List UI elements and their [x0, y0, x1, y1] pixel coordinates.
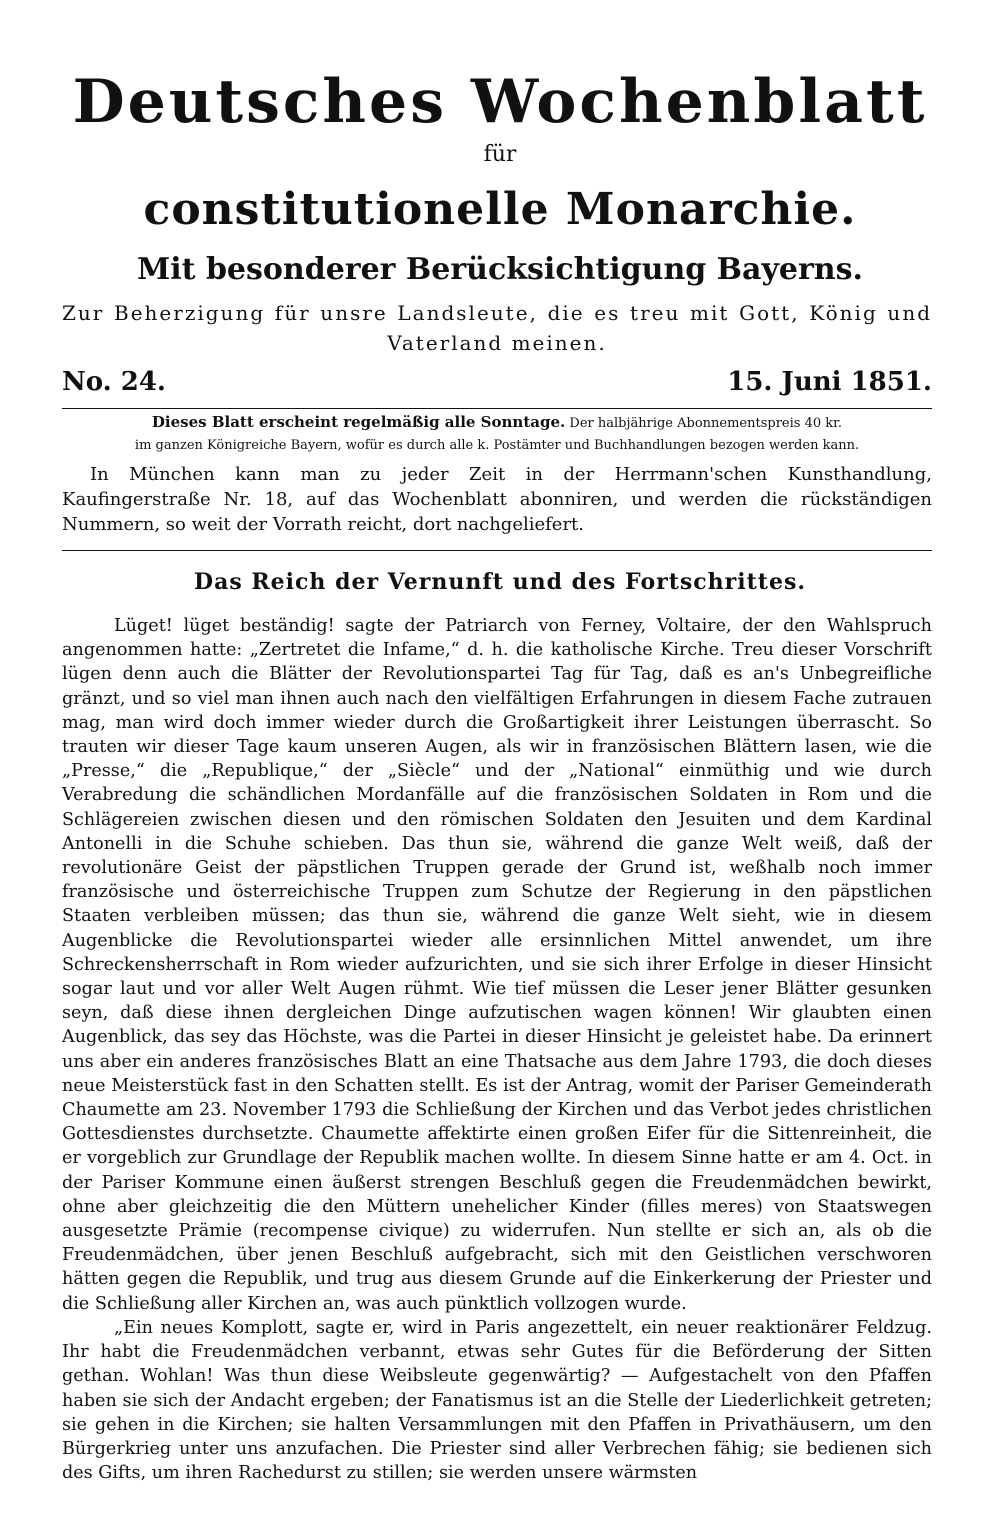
- notice-line-2: im ganzen Königreiche Bayern, wofür es durch alle k. Postämter und Buchhandlungen bezogen werden kann.: [134, 438, 860, 453]
- masthead-tagline: Mit besonderer Berücksichtigung Bayerns.: [137, 252, 863, 287]
- masthead-connector: für: [483, 142, 517, 167]
- article-body: [62, 614, 932, 1485]
- issue-info-row: [62, 362, 932, 402]
- top-divider: [62, 408, 932, 409]
- article-paragraph: „Ein neues Komplott, sagte er, wird in Paris angezettelt, ein neuer reaktionärer Feldzug. Ihr habt die Freudenmädchen verbannt, etwas sehr Gutes für die Beförderung der Sitten gethan. Wohlan! Was thun diese Weibsleute gegenwärtig? — Aufgestachelt von den Pfaffen haben sie sich der Andacht ergeben; der Fanatismus ist an die Stelle der Liederlichkeit getreten; sie gehen in die Kirchen; sie halten Versammlungen mit den Pfaffen in Privathäusern, um den Bürgerkrieg unter uns anzufachen. Die Priester sind aller Verbrechen fähig; sie bedienen sich des Gifts, um ihren Rachedurst zu stillen; sie werden unsere wärmsten: [62, 1317, 932, 1484]
- masthead-title: Deutsches Wochenblatt: [72, 67, 928, 137]
- notice-price: Der halbjährige Abonnementspreis 40 kr.: [569, 416, 843, 431]
- issue-number: No. 24.: [62, 367, 166, 397]
- masthead-subtitle: constitutionelle Monarchie.: [143, 184, 857, 235]
- notice-subscription-text: In München kann man zu jeder Zeit in der Herrmann'schen Kunsthandlung, Kaufingerstraße Nr. 18, auf das Wochenblatt abonniren, und werden die rückständigen Nummern, so weit der Vorrath reicht, dort nachgeliefert.: [62, 464, 932, 535]
- notice-schedule: Dieses Blatt erscheint regelmäßig alle Sonntage.: [151, 413, 566, 431]
- article-paragraph: Lüget! lüget beständig! sagte der Patriarch von Ferney, Voltaire, der den Wahlspruch angenommen hatte: „Zertretet die Infame,“ d. h. die katholische Kirche. Treu dieser Vorschrift lügen denn auch die Blätter der Revolutionspartei Tag für Tag, daß es an's Unbegreifliche gränzt, und so viel man ihnen auch nach den vielfältigen Erfahrungen in diesem Fache zutrauen mag, man wird doch immer wieder durch die Großartigkeit ihrer Leistungen überrascht. So trauten wir dieser Tage kaum unseren Augen, als wir in französischen Blättern lasen, wie die „Presse,“ die „Republique,“ der „Siècle“ und der „National“ einmüthig und wie durch Verabredung die schändlichen Mordanfälle auf die französischen Soldaten in Rom und die Schlägereien zwischen diesen und den römischen Soldaten den Jesuiten und dem Kardinal Antonelli in die Schuhe schieben. Das thun sie, während die ganze Welt weiß, daß der revolutionäre Geist der päpstlichen Truppen gerade der Grund ist, weßhalb noch immer französische und österreichische Truppen zum Schutze der Regierung in den päpstlichen Staaten verbleiben müssen; das thun sie, während die ganze Welt sieht, wie in diesem Augenblicke die Revolutionspartei wieder alle ersinnlichen Mittel anwendet, um ihre Schreckensherrschaft in Rom wieder aufzurichten, und sie sich ihrer Erfolge in dieser Hinsicht sogar laut und vor aller Welt Augen rühmt. Wie tief müssen die Leser jener Blätter gesunken seyn, daß diese ihnen dergleichen Dinge aufzutischen wagen können! Wir glaubten einen Augenblick, das sey das Höchste, was die Partei in dieser Hinsicht je geleistet habe. Da erinnert uns aber ein anderes französisches Blatt an eine Thatsache aus dem Jahre 1793, die doch dieses neue Meisterstück fast in den Schatten stellt. Es ist der Antrag, womit der Pariser Gemeinderath Chaumette am 23. November 1793 die Schließung der Kirchen und das Verbot jedes christlichen Gottesdienstes durchsetzte. Chaumette affektirte einen großen Eifer für die Sittenreinheit, die er vorgeblich zur Grundlage der Republik machen wollte. In diesem Sinne hatte er am 4. Oct. in der Pariser Kommune einen äußerst strengen Beschluß gegen die Freudenmädchen bewirkt, ohne aber gleichzeitig die den Müttern unehelicher Kinder (filles meres) von Staatswegen ausgesetzte Prämie (recompense civique) zu widerrufen. Nun stellte er sich an, als ob die Freudenmädchen, über jenen Beschluß aufgebracht, sich mit den Geistlichen verschworen hätten gegen die Republik, und trug aus diesem Grunde auf die Einkerkerung der Priester und die Schließung aller Kirchen an, was auch pünktlich vollzogen wurde.: [62, 616, 932, 1314]
- section-divider: [62, 550, 932, 551]
- article-heading: Das Reich der Vernunft und des Fortschrittes.: [194, 569, 806, 595]
- masthead-motto: Zur Beherzigung für unsre Landsleute, die es treu mit Gott, König und Vaterland meinen.: [62, 301, 932, 355]
- notice-line-1: [62, 412, 932, 434]
- issue-date: 15. Juni 1851.: [727, 367, 932, 397]
